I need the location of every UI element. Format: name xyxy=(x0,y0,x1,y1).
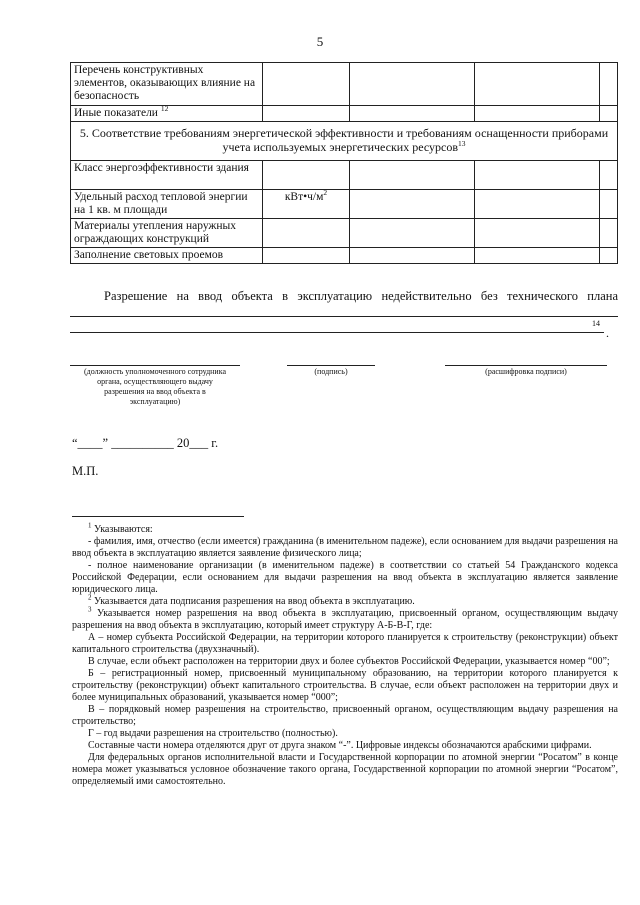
footnote-ref: 12 xyxy=(160,104,169,114)
row-label: Перечень конструктивных элементов, оказывающих влияние на безопасность xyxy=(71,63,263,106)
row-label: Класс энергоэффективности здания xyxy=(71,161,263,190)
position-label: (должность уполномоченного сотрудника органа, осуществляющего выдачу разрешения на ввод объекта в эксплуатацию) xyxy=(83,367,227,406)
footnote-3: $^3$ Указывается номер разрешения на ввод объекта в эксплуатацию, присвоенный органом, осуществляющим выдачу разрешения на ввод объекта в эксплуатацию, который имеет структуру А-Б-В-Г, где: xyxy=(72,605,619,631)
table-row xyxy=(71,248,618,264)
footnote-separator xyxy=(72,516,244,517)
row-label: Удельный расход тепловой энергии на 1 кв. м площади xyxy=(71,190,263,219)
indicators-table xyxy=(70,62,618,264)
decode-label: (расшифровка подписи) xyxy=(485,367,567,376)
unit-cell: $кВт•ч/м^2$ xyxy=(263,190,350,219)
footnote-ref: 13 xyxy=(458,139,466,148)
unit-cell xyxy=(263,63,350,106)
page-number: 5 xyxy=(316,34,324,49)
decode-line xyxy=(445,365,607,366)
table-row xyxy=(71,190,618,219)
statement-end: . xyxy=(606,326,609,340)
stamp-place: М.П. xyxy=(72,464,99,478)
row-label: Заполнение световых проемов xyxy=(71,248,263,264)
sign-line xyxy=(287,365,375,366)
sign-label: (подпись) xyxy=(314,367,348,376)
footnotes: $^1$ Указываются: - фамилия, имя, отчество (если имеется) гражданина (в именительном падеже), если основанием для выдачи разрешения на ввод объекта в эксплуатацию является заявление физического лица; - полное наименование организации (в именительном падеже) в соответствии со статьей 54 Гражданского кодекса Российской Федерации, если основанием для выдачи разрешения на ввод объекта в эксплуатацию является заявление юридического лица. $^2$ Указывается дата подписания разрешения на ввод объекта в эксплуатацию. $^3$ Указывается номер разрешения на ввод объекта в эксплуатацию, присвоенный органом, осуществляющим выдачу разрешения на ввод объекта в эксплуатацию, который имеет структуру А-Б-В-Г, где: А – номер субъекта Российской Федерации, на территории которого планируется к строительству (реконструкции) объект капитального строительства (двухзначный). В случае, если объект расположен на территории двух и более субъектов Российской Федерации, указывается номер “00”; Б – регистрационный номер, присвоенный муниципальному образованию, на территории которого планируется к строительству (реконструкции) объект капитального строительства. В случае, если объект расположен на территории двух и более муниципальных образований, указывается номер “000”; В – порядковый номер разрешения на строительство, присвоенный органом, осуществляющим выдачу разрешения на строительство; Г – год выдачи разрешения на строительство (полностью). Составные части номера отделяются друг от друга знаком “-”. Цифровые индексы обозначаются арабскими цифрами. Для федеральных органов исполнительной власти и Государственной корпорации по атомной энергии “Росатом” в конце номера может указываться условное обозначение такого органа, Государственной корпорации по атомной энергии “Росатом”, определяемый ими самостоятельно. xyxy=(72,521,619,787)
technical-plan-statement: Разрешение на ввод объекта в эксплуатацию недействительно без технического плана xyxy=(104,289,618,303)
section-heading: 5. Соответствие требованиям энергетической эффективности и требованиям оснащенности приборами учета используемых энергетических ресурсов$^{13}$ xyxy=(71,122,618,161)
position-signature-line xyxy=(70,365,240,366)
table-row xyxy=(71,161,618,190)
fill-line xyxy=(70,332,604,333)
footnote-2: $^2$ Указывается дата подписания разрешения на ввод объекта в эксплуатацию. xyxy=(88,593,415,607)
footnote-1: $^1$ Указываются: xyxy=(88,521,153,535)
section-heading-row xyxy=(71,122,618,161)
row-label: Материалы утепления наружных ограждающих конструкций xyxy=(71,219,263,248)
footnote-ref: 14 xyxy=(592,319,600,328)
table-row xyxy=(71,63,618,106)
table-row xyxy=(71,219,618,248)
table-row xyxy=(71,106,618,122)
date-line: “____” __________ 20___ г. xyxy=(72,436,219,450)
fill-line xyxy=(70,316,618,317)
row-label: Иные показатели $^{12}$ xyxy=(71,106,263,122)
